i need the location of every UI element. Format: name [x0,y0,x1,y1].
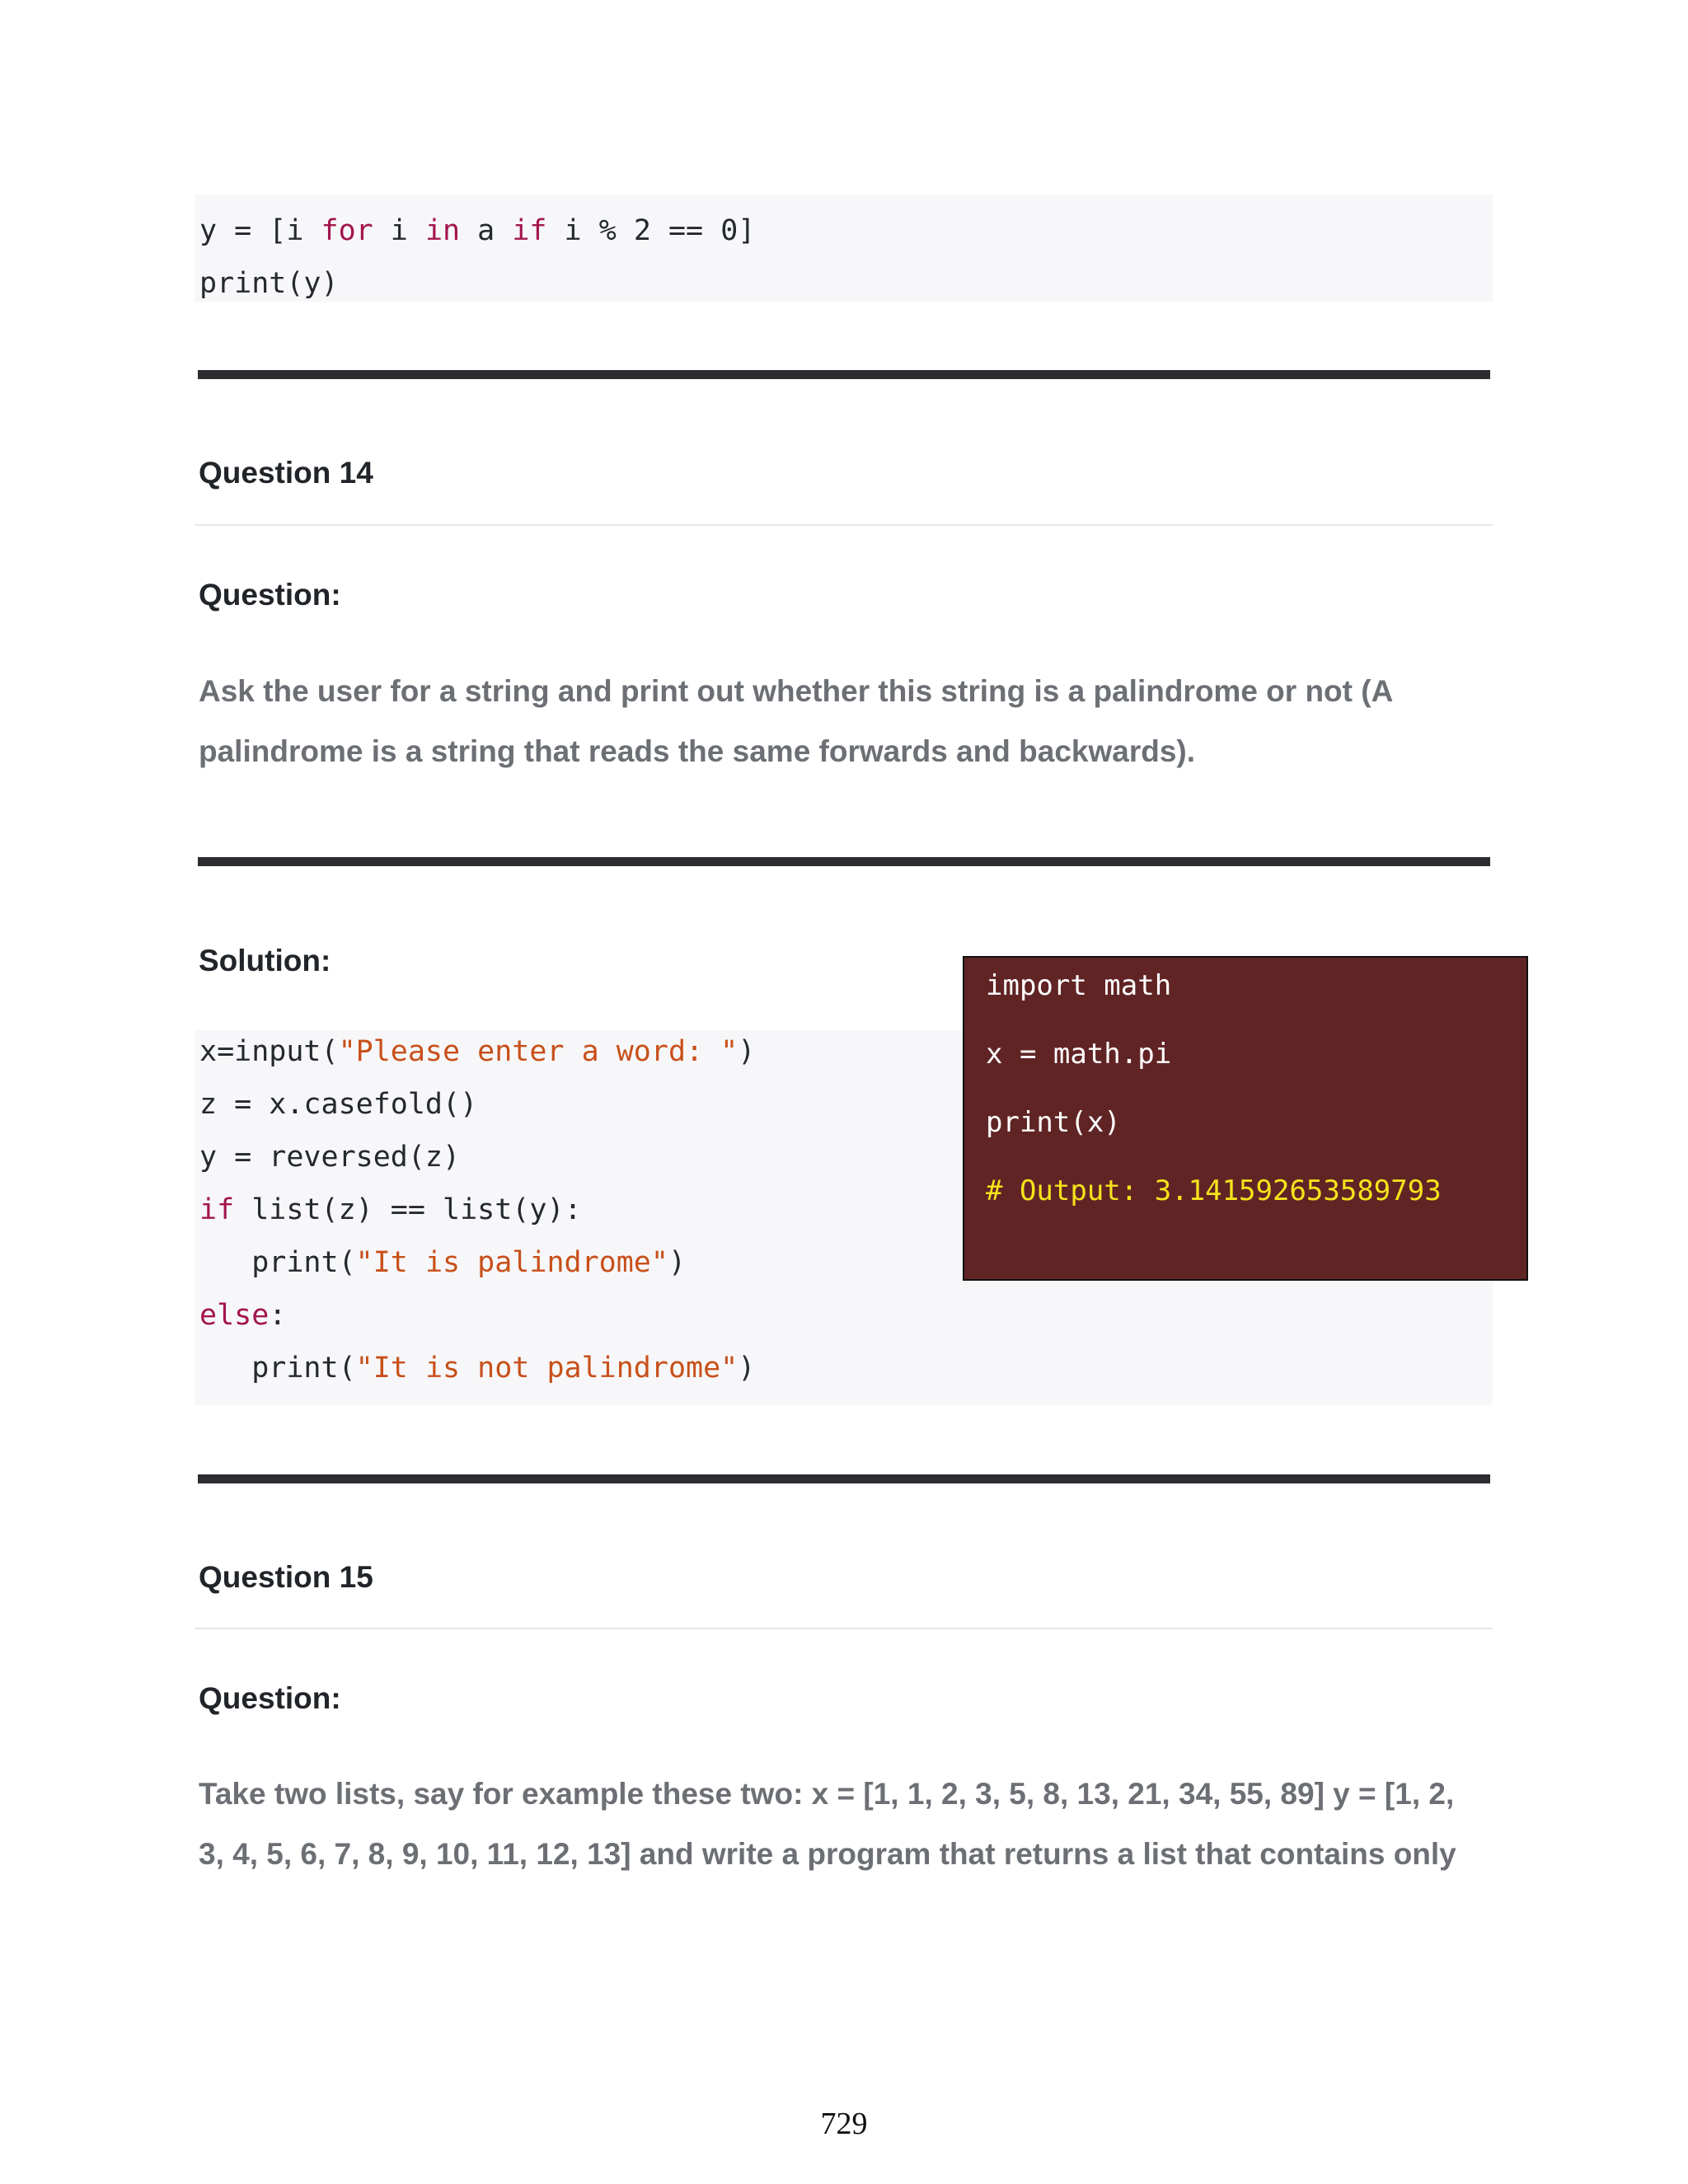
code-token: i % 2 == 0] [546,214,756,247]
code-line [199,1139,460,1175]
section-divider [198,857,1490,866]
code-token: : [269,1299,287,1332]
overlay-code-line: x = math.pi [986,1038,1172,1071]
question-text-line: Take two lists, say for example these two: x = [1, 1, 2, 3, 5, 8, 13, 21, 34, 55, 89] y = [1, 2, [199,1777,1455,1811]
code-token: print( [199,1246,356,1279]
code-token: i [373,214,425,247]
code-keyword: in [424,214,461,247]
overlay-code-line: import math [986,969,1172,1002]
code-line [199,265,339,302]
code-token: ) [738,1035,756,1068]
question-15-text [199,1764,1484,1884]
code-token: y = [i [199,214,321,247]
code-line [199,1350,755,1386]
page-number: 729 [820,2107,868,2141]
heading-underline [195,524,1493,526]
code-line [199,1244,686,1281]
question-14-text [199,661,1484,781]
code-token: print( [199,1352,356,1385]
code-string: "It is palindrome" [355,1246,668,1279]
section-divider [198,1474,1490,1483]
code-token: list(z) == list(y): [234,1193,582,1226]
code-token: ) [738,1352,756,1385]
code-token: x=input( [199,1035,339,1068]
overlay-output-comment: # Output: 3.141592653589793 [986,1174,1442,1207]
question-14-heading: Question 14 [199,456,373,490]
code-token: z = x.casefold() [199,1088,478,1121]
question-text-line: 3, 4, 5, 6, 7, 8, 9, 10, 11, 12, 13] and write a program that returns a list that contains only [199,1837,1456,1871]
code-line [199,1033,755,1070]
question-text-line: Ask the user for a string and print out whether this string is a palindrome or not (A [199,674,1394,708]
code-keyword: if [199,1193,235,1226]
solution-label: Solution: [199,944,331,977]
heading-underline [195,1628,1493,1629]
code-line [199,1297,286,1333]
code-token: a [460,214,513,247]
overlay-code-line: print(x) [986,1106,1121,1139]
code-keyword: for [321,214,373,247]
section-divider [198,370,1490,379]
question-label: Question: [199,578,341,612]
question-text-line: palindrome is a string that reads the same forwards and backwards). [199,734,1196,768]
code-keyword: if [512,214,547,247]
code-line [199,1192,582,1228]
code-string: "It is not palindrome" [355,1352,738,1385]
code-line [199,213,755,249]
code-overlay-box [963,956,1528,1281]
code-token: y = reversed(z) [199,1141,461,1174]
code-line [199,1086,477,1122]
code-string: "Please enter a word: " [338,1035,738,1068]
question-15-heading: Question 15 [199,1560,373,1594]
question-label: Question: [199,1681,341,1715]
code-token: print(y) [199,267,339,300]
code-token: ) [668,1246,687,1279]
code-keyword: else [199,1299,270,1332]
code-block-top [195,194,1493,302]
